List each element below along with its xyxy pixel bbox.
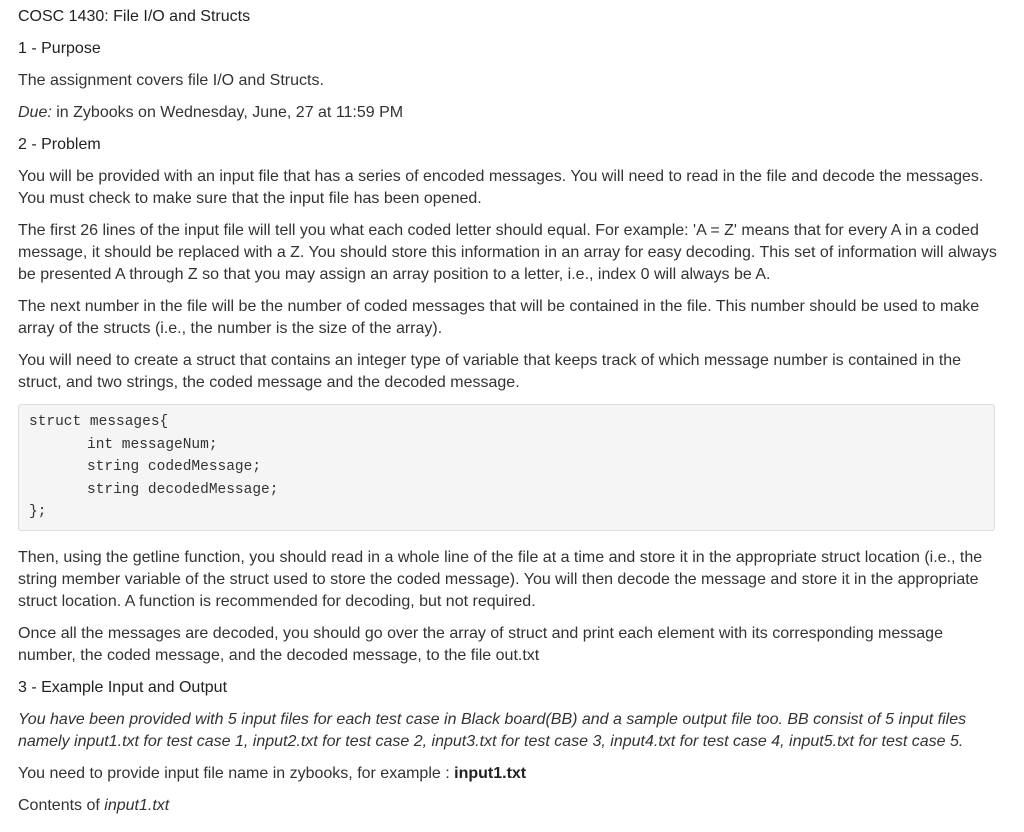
problem-paragraph-5: Then, using the getline function, you should read in a whole line of the file at a time and store it in the appropriate struct location (i.e., the string member variable of the struct used to store the coded message). You will then decode the message and store it in the appropriate struct location. A function is recommended for decoding, but not required.	[18, 548, 983, 610]
example-paragraph-2	[18, 763, 998, 785]
struct-code-block	[18, 404, 995, 531]
contents-paragraph	[18, 795, 998, 817]
contents-filename: input1.txt	[104, 796, 170, 814]
example-filename: input1.txt	[454, 764, 527, 782]
due-paragraph	[18, 102, 998, 124]
contents-text: Contents of	[18, 796, 105, 814]
code-line: int messageNum;	[87, 436, 218, 453]
code-line: string decodedMessage;	[87, 481, 279, 498]
problem-paragraph-2: The first 26 lines of the input file will tell you what each coded letter should equal. For example: 'A = Z' means that for every A in a coded message, it should be replaced with a Z. You should store this information in an array for easy decoding. This set of information will always be presented A through Z so that you may assign an array position to a letter, i.e., index 0 will always be A.	[18, 222, 997, 283]
example-text: You need to provide input file name in zybooks, for example :	[18, 764, 455, 782]
code-line: struct messages{	[29, 414, 169, 430]
problem-paragraph-6: Once all the messages are decoded, you should go over the array of struct and print each element with its corresponding message number, the coded message, and the decoded message, to the file out.txt	[18, 624, 943, 664]
section-heading-example: 3 - Example Input and Output	[18, 678, 228, 696]
due-text: in Zybooks on Wednesday, June, 27 at 11:59 PM	[51, 104, 404, 121]
purpose-paragraph: The assignment covers file I/O and Structs.	[18, 72, 324, 89]
document-title: COSC 1430: File I/O and Structs	[18, 8, 251, 25]
section-heading-problem: 2 - Problem	[18, 136, 101, 153]
problem-paragraph-3: The next number in the file will be the number of coded messages that will be contained in the file. This number should be used to make array of the structs (i.e., the number is the size of the array).	[18, 298, 980, 337]
document	[18, 6, 998, 827]
code-line: string codedMessage;	[87, 459, 262, 475]
section-heading-purpose: 1 - Purpose	[18, 40, 101, 57]
problem-paragraph-1: You will be provided with an input file that has a series of encoded messages. You will need to read in the file and decode the messages. You must check to make sure that the input file has been opened.	[18, 168, 984, 207]
problem-paragraph-4: You will need to create a struct that contains an integer type of variable that keeps track of which message number is contained in the struct, and two strings, the coded message and the decoded message.	[18, 352, 962, 391]
code-line: };	[29, 504, 47, 520]
due-label: Due:	[18, 104, 52, 121]
example-paragraph-1: You have been provided with 5 input files for each test case in Black board(BB) and a sample output file too. BB consist of 5 input files namely input1.txt for test case 1, input2.txt for test case 2, input3.txt for test case 3, input4.txt for test case 4, input5.txt for test case 5.	[18, 710, 967, 750]
